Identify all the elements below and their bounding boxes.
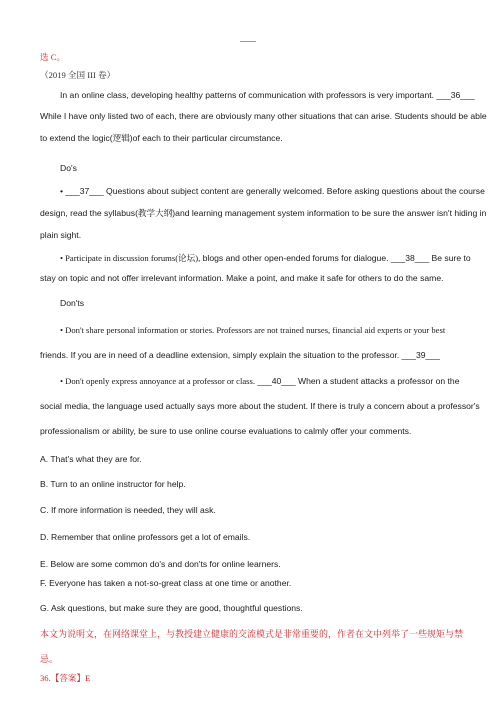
option-b: B. Turn to an online instructor for help.: [40, 479, 186, 489]
dont2-serif-part: • Don't openly express annoyance at a professor or class.: [60, 376, 255, 386]
option-e: E. Below are some common do's and don'ts for online learners.: [40, 559, 281, 569]
do2-serif-part: • Participate in discussion forums(论坛),: [60, 253, 201, 263]
dont2-line-3: professionalism or ability, be sure to use online course evaluations to calmly offer your comments.: [40, 426, 412, 436]
option-g: G. Ask questions, but make sure they are good, thoughtful questions.: [40, 603, 303, 613]
do2-line-1: [60, 252, 471, 264]
answer-36: 36.【答案】E: [40, 673, 91, 683]
previous-answer: 选 C。: [40, 52, 66, 62]
option-a: A. That's what they are for.: [40, 454, 142, 464]
option-f: F. Everyone has taken a not-so-great class at one time or another.: [40, 578, 292, 588]
donts-heading: Don'ts: [60, 298, 85, 308]
analysis-line-1: 本文为说明文，在网络课堂上，与教授建立健康的交流模式是非常重要的，作者在文中列举了一些规矩与禁: [40, 629, 464, 639]
do1-line-2: design, read the syllabus(教学大纲)and learning management system information to be sure the answer isn't hiding in: [40, 208, 487, 218]
do2-line-2: stay on topic and not offer irrelevant information. Make a point, and make it safe for others to do the same.: [40, 273, 444, 283]
dont1-line-2: friends. If you are in need of a deadline extension, simply explain the situation to the professor. ___39___: [40, 350, 440, 360]
analysis-line-2: 忌。: [40, 654, 59, 664]
intro-line-3: to extend the logic(逻辑)of each to their particular circumstance.: [40, 133, 283, 143]
do2-rest: blogs and other open-ended forums for dialogue. ___38___ Be sure to: [200, 253, 471, 263]
dont1-line-1: • Don't share personal information or stories. Professors are not trained nurses, financial aid experts or your best: [60, 325, 446, 335]
dont2-line-1: [60, 376, 459, 386]
source-label: （2019 全国 III 卷）: [40, 70, 116, 80]
intro-line-2: While I have only listed two of each, there are obviously many other situations that can arise. Students should be able: [40, 111, 487, 121]
dos-heading: Do's: [60, 163, 77, 173]
do1-line-1: • ___37___ Questions about subject content are generally welcomed. Before asking questions about the course: [60, 186, 485, 196]
option-d: D. Remember that online professors get a lot of emails.: [40, 532, 251, 542]
do1-line-3: plain sight.: [40, 230, 82, 240]
option-c: C. If more information is needed, they will ask.: [40, 505, 216, 515]
dont2-rest: ___40___ When a student attacks a professor on the: [255, 376, 460, 386]
header-rule: [240, 41, 256, 42]
dont2-line-2: social media, the language used actually says more about the student. If there is truly a concern about a professor's: [40, 401, 480, 411]
intro-line-1: In an online class, developing healthy patterns of communication with professors is very important. ___36___: [60, 90, 475, 100]
